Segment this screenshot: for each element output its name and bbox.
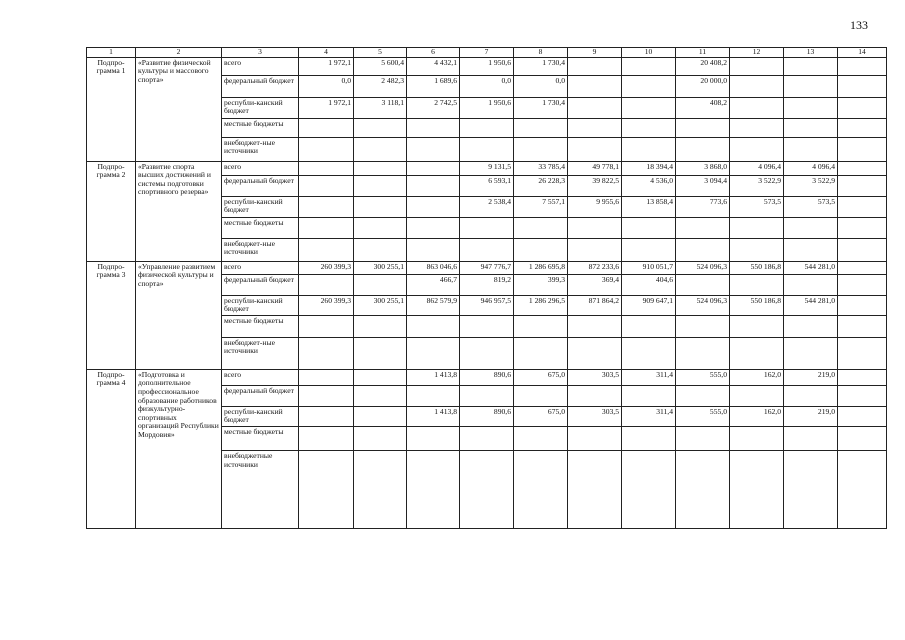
value-cell: [514, 118, 568, 137]
value-cell: [460, 337, 514, 369]
value-cell: [838, 175, 887, 196]
column-number-cell: 14: [838, 48, 887, 58]
value-cell: [622, 137, 676, 161]
value-cell: [568, 75, 622, 97]
value-cell: [730, 274, 784, 295]
value-cell: 909 647,1: [622, 295, 676, 315]
value-cell: 675,0: [514, 369, 568, 385]
value-cell: 26 228,3: [514, 175, 568, 196]
value-cell: 819,2: [460, 274, 514, 295]
value-cell: 49 778,1: [568, 161, 622, 175]
value-cell: 20 408,2: [676, 57, 730, 75]
value-cell: 7 557,1: [514, 196, 568, 217]
funding-source: местные бюджеты: [222, 217, 299, 238]
value-cell: [676, 315, 730, 337]
value-cell: 1 950,6: [460, 57, 514, 75]
value-cell: 260 399,3: [299, 295, 354, 315]
value-cell: [354, 274, 407, 295]
value-cell: [676, 118, 730, 137]
value-cell: [838, 137, 887, 161]
value-cell: 0,0: [299, 75, 354, 97]
value-cell: [407, 426, 460, 450]
value-cell: [676, 337, 730, 369]
value-cell: 6 593,1: [460, 175, 514, 196]
funding-source: республи-канский бюджет: [222, 295, 299, 315]
budget-table: [86, 47, 887, 529]
value-cell: [838, 385, 887, 406]
value-cell: 300 255,1: [354, 295, 407, 315]
value-cell: [407, 118, 460, 137]
subprogram-label: Подпро- грамма 4: [87, 369, 136, 528]
value-cell: [730, 97, 784, 118]
value-cell: [730, 426, 784, 450]
table-row: [87, 57, 887, 75]
value-cell: [299, 337, 354, 369]
funding-source: всего: [222, 161, 299, 175]
value-cell: 13 858,4: [622, 196, 676, 217]
value-cell: [838, 118, 887, 137]
funding-source: всего: [222, 369, 299, 385]
value-cell: [568, 315, 622, 337]
value-cell: [622, 238, 676, 261]
value-cell: 369,4: [568, 274, 622, 295]
value-cell: 5 600,4: [354, 57, 407, 75]
value-cell: [838, 426, 887, 450]
value-cell: [407, 217, 460, 238]
value-cell: [460, 137, 514, 161]
value-cell: [676, 426, 730, 450]
value-cell: [622, 97, 676, 118]
column-number-cell: 5: [354, 48, 407, 58]
funding-source: всего: [222, 57, 299, 75]
value-cell: 910 051,7: [622, 261, 676, 274]
value-cell: [784, 274, 838, 295]
value-cell: 555,0: [676, 406, 730, 426]
value-cell: 300 255,1: [354, 261, 407, 274]
value-cell: 9 955,6: [568, 196, 622, 217]
value-cell: [407, 196, 460, 217]
column-number-cell: 11: [676, 48, 730, 58]
value-cell: [676, 217, 730, 238]
value-cell: [299, 217, 354, 238]
value-cell: [784, 337, 838, 369]
value-cell: 947 776,7: [460, 261, 514, 274]
value-cell: [784, 450, 838, 528]
value-cell: [838, 57, 887, 75]
value-cell: 1 689,6: [407, 75, 460, 97]
value-cell: 4 536,0: [622, 175, 676, 196]
value-cell: 1 286 296,5: [514, 295, 568, 315]
value-cell: [407, 385, 460, 406]
value-cell: 1 413,8: [407, 369, 460, 385]
column-number-row: [87, 48, 887, 58]
value-cell: [730, 137, 784, 161]
value-cell: [514, 238, 568, 261]
value-cell: [514, 217, 568, 238]
funding-source: внебюджет-ные источники: [222, 337, 299, 369]
value-cell: [730, 118, 784, 137]
value-cell: [838, 450, 887, 528]
table-row: [87, 161, 887, 175]
value-cell: 219,0: [784, 369, 838, 385]
funding-source: внебюджет-ные источники: [222, 238, 299, 261]
value-cell: 0,0: [460, 75, 514, 97]
funding-source: внебюджетные источники: [222, 450, 299, 528]
value-cell: [568, 57, 622, 75]
funding-source: местные бюджеты: [222, 315, 299, 337]
value-cell: 20 000,0: [676, 75, 730, 97]
value-cell: [568, 217, 622, 238]
value-cell: 162,0: [730, 406, 784, 426]
value-cell: [460, 118, 514, 137]
subprogram-name: «Управление развитием физической культуры и спорта»: [136, 261, 222, 369]
value-cell: [568, 97, 622, 118]
value-cell: [299, 426, 354, 450]
value-cell: [407, 238, 460, 261]
value-cell: [622, 118, 676, 137]
value-cell: [460, 426, 514, 450]
value-cell: [514, 137, 568, 161]
value-cell: [838, 196, 887, 217]
column-number-cell: 8: [514, 48, 568, 58]
value-cell: [568, 137, 622, 161]
value-cell: [784, 385, 838, 406]
value-cell: [460, 450, 514, 528]
value-cell: 550 186,8: [730, 261, 784, 274]
value-cell: [838, 369, 887, 385]
value-cell: [676, 137, 730, 161]
funding-source: республи-канский бюджет: [222, 406, 299, 426]
value-cell: [299, 196, 354, 217]
value-cell: [676, 274, 730, 295]
funding-source: федеральный бюджет: [222, 274, 299, 295]
value-cell: [460, 217, 514, 238]
subprogram-name: «Развитие спорта высших достижений и системы подготовки спортивного резерва»: [136, 161, 222, 261]
value-cell: [622, 75, 676, 97]
value-cell: 4 432,1: [407, 57, 460, 75]
value-cell: 18 394,4: [622, 161, 676, 175]
value-cell: [299, 137, 354, 161]
value-cell: [730, 450, 784, 528]
value-cell: [730, 217, 784, 238]
value-cell: [838, 274, 887, 295]
value-cell: [354, 406, 407, 426]
value-cell: [354, 161, 407, 175]
value-cell: [730, 57, 784, 75]
value-cell: [838, 75, 887, 97]
value-cell: 162,0: [730, 369, 784, 385]
value-cell: [784, 137, 838, 161]
value-cell: 2 742,5: [407, 97, 460, 118]
subprogram-label: Подпро- грамма 3: [87, 261, 136, 369]
value-cell: 555,0: [676, 369, 730, 385]
value-cell: 33 785,4: [514, 161, 568, 175]
value-cell: 863 046,6: [407, 261, 460, 274]
funding-source: федеральный бюджет: [222, 385, 299, 406]
value-cell: 544 281,0: [784, 261, 838, 274]
value-cell: 946 957,5: [460, 295, 514, 315]
value-cell: [514, 315, 568, 337]
value-cell: 550 186,8: [730, 295, 784, 315]
value-cell: 303,5: [568, 369, 622, 385]
value-cell: [460, 238, 514, 261]
value-cell: [354, 175, 407, 196]
value-cell: [460, 385, 514, 406]
value-cell: 773,6: [676, 196, 730, 217]
funding-source: федеральный бюджет: [222, 75, 299, 97]
value-cell: 9 131,5: [460, 161, 514, 175]
subprogram-label: Подпро- грамма 2: [87, 161, 136, 261]
value-cell: [299, 406, 354, 426]
value-cell: 2 482,3: [354, 75, 407, 97]
subprogram-label: Подпро- грамма 1: [87, 57, 136, 161]
value-cell: [568, 337, 622, 369]
value-cell: [407, 337, 460, 369]
value-cell: [676, 450, 730, 528]
column-number-cell: 10: [622, 48, 676, 58]
value-cell: [299, 118, 354, 137]
value-cell: 675,0: [514, 406, 568, 426]
value-cell: [299, 175, 354, 196]
column-number-cell: 7: [460, 48, 514, 58]
value-cell: [784, 57, 838, 75]
value-cell: [460, 315, 514, 337]
value-cell: [622, 337, 676, 369]
value-cell: 260 399,3: [299, 261, 354, 274]
value-cell: 872 233,6: [568, 261, 622, 274]
value-cell: [622, 385, 676, 406]
value-cell: [676, 238, 730, 261]
value-cell: [299, 450, 354, 528]
column-number-cell: 13: [784, 48, 838, 58]
value-cell: 573,5: [784, 196, 838, 217]
value-cell: 1 286 695,8: [514, 261, 568, 274]
value-cell: 1 413,8: [407, 406, 460, 426]
value-cell: [354, 238, 407, 261]
value-cell: [730, 75, 784, 97]
value-cell: [568, 118, 622, 137]
value-cell: [568, 385, 622, 406]
value-cell: [622, 57, 676, 75]
value-cell: [354, 137, 407, 161]
funding-source: республи-канский бюджет: [222, 97, 299, 118]
value-cell: 524 096,3: [676, 295, 730, 315]
value-cell: 399,3: [514, 274, 568, 295]
value-cell: [299, 161, 354, 175]
value-cell: [838, 217, 887, 238]
column-number-cell: 12: [730, 48, 784, 58]
value-cell: 3 522,9: [730, 175, 784, 196]
value-cell: [514, 337, 568, 369]
value-cell: [354, 426, 407, 450]
value-cell: [622, 315, 676, 337]
value-cell: [354, 385, 407, 406]
column-number-cell: 2: [136, 48, 222, 58]
value-cell: [514, 450, 568, 528]
column-number-cell: 3: [222, 48, 299, 58]
value-cell: [568, 238, 622, 261]
value-cell: [784, 315, 838, 337]
value-cell: [622, 217, 676, 238]
value-cell: [354, 337, 407, 369]
value-cell: [354, 217, 407, 238]
value-cell: 408,2: [676, 97, 730, 118]
page-number: 133: [850, 18, 868, 32]
value-cell: [784, 118, 838, 137]
subprogram-name: «Развитие физической культуры и массового спорта»: [136, 57, 222, 161]
value-cell: 311,4: [622, 369, 676, 385]
funding-source: республи-канский бюджет: [222, 196, 299, 217]
value-cell: [784, 97, 838, 118]
value-cell: [838, 161, 887, 175]
value-cell: [730, 385, 784, 406]
funding-source: местные бюджеты: [222, 426, 299, 450]
value-cell: 890,6: [460, 369, 514, 385]
value-cell: 871 864,2: [568, 295, 622, 315]
value-cell: [299, 385, 354, 406]
value-cell: 1 972,1: [299, 97, 354, 118]
value-cell: 466,7: [407, 274, 460, 295]
value-cell: [784, 238, 838, 261]
value-cell: 2 538,4: [460, 196, 514, 217]
value-cell: [568, 426, 622, 450]
value-cell: 573,5: [730, 196, 784, 217]
value-cell: [838, 315, 887, 337]
funding-source: внебюджет-ные источники: [222, 137, 299, 161]
table-row: [87, 369, 887, 385]
value-cell: [354, 369, 407, 385]
value-cell: [568, 450, 622, 528]
subprogram-name: «Подготовка и дополнительное профессиональное образование работников физкультурно-спортивных организаций Республики Мордовия»: [136, 369, 222, 528]
value-cell: [299, 369, 354, 385]
value-cell: [514, 385, 568, 406]
value-cell: [784, 426, 838, 450]
value-cell: [354, 315, 407, 337]
value-cell: 3 868,0: [676, 161, 730, 175]
column-number-cell: 1: [87, 48, 136, 58]
value-cell: [514, 426, 568, 450]
funding-source: всего: [222, 261, 299, 274]
value-cell: 544 281,0: [784, 295, 838, 315]
value-cell: [622, 450, 676, 528]
value-cell: 39 822,5: [568, 175, 622, 196]
value-cell: 1 730,4: [514, 57, 568, 75]
value-cell: [299, 274, 354, 295]
funding-source: федеральный бюджет: [222, 175, 299, 196]
value-cell: [730, 315, 784, 337]
value-cell: 3 094,4: [676, 175, 730, 196]
value-cell: 1 730,4: [514, 97, 568, 118]
value-cell: [299, 315, 354, 337]
value-cell: [299, 238, 354, 261]
value-cell: [676, 385, 730, 406]
value-cell: 404,6: [622, 274, 676, 295]
value-cell: [407, 315, 460, 337]
value-cell: 890,6: [460, 406, 514, 426]
value-cell: 303,5: [568, 406, 622, 426]
funding-source: местные бюджеты: [222, 118, 299, 137]
value-cell: [838, 406, 887, 426]
column-number-cell: 6: [407, 48, 460, 58]
value-cell: [730, 337, 784, 369]
value-cell: [838, 261, 887, 274]
column-number-cell: 9: [568, 48, 622, 58]
value-cell: 3 118,1: [354, 97, 407, 118]
value-cell: 3 522,9: [784, 175, 838, 196]
value-cell: 524 096,3: [676, 261, 730, 274]
value-cell: [407, 175, 460, 196]
value-cell: 219,0: [784, 406, 838, 426]
value-cell: [784, 75, 838, 97]
value-cell: 0,0: [514, 75, 568, 97]
value-cell: [354, 118, 407, 137]
value-cell: [730, 238, 784, 261]
value-cell: [622, 426, 676, 450]
value-cell: 4 096,4: [784, 161, 838, 175]
value-cell: 4 096,4: [730, 161, 784, 175]
column-number-cell: 4: [299, 48, 354, 58]
value-cell: [838, 337, 887, 369]
value-cell: 311,4: [622, 406, 676, 426]
value-cell: [784, 217, 838, 238]
table-row: [87, 261, 887, 274]
value-cell: [407, 137, 460, 161]
value-cell: [407, 161, 460, 175]
value-cell: [354, 450, 407, 528]
value-cell: [838, 295, 887, 315]
value-cell: [354, 196, 407, 217]
value-cell: [838, 97, 887, 118]
table-body: [87, 48, 887, 529]
value-cell: 1 972,1: [299, 57, 354, 75]
value-cell: 1 950,6: [460, 97, 514, 118]
value-cell: [407, 450, 460, 528]
value-cell: 862 579,9: [407, 295, 460, 315]
value-cell: [838, 238, 887, 261]
